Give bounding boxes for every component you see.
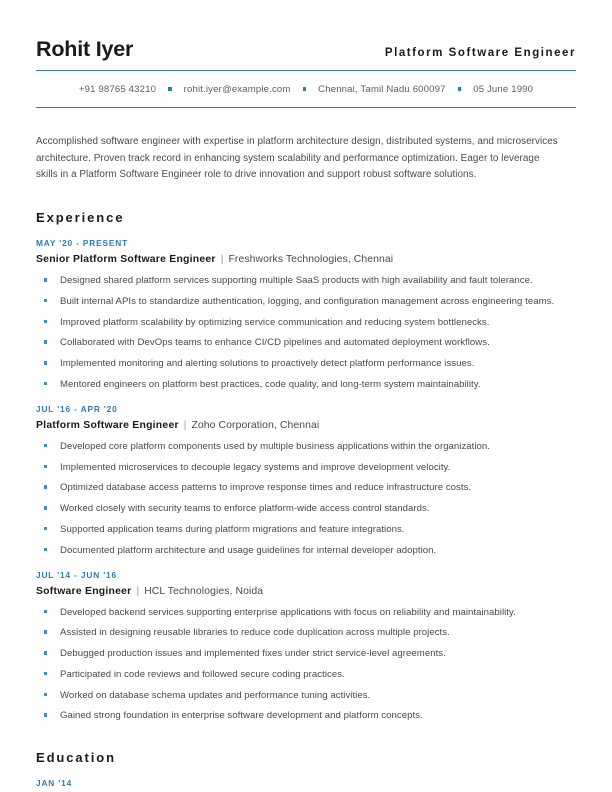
list-item <box>36 625 576 640</box>
list-item <box>36 480 576 495</box>
entry-role: Software Engineer <box>36 585 132 597</box>
bullet-dot-icon <box>44 465 47 468</box>
list-item-text: Developed core platform components used by multiple business applications within the organization. <box>60 441 491 453</box>
bullet-dot-icon <box>44 485 47 488</box>
list-item <box>36 294 576 309</box>
list-item <box>36 667 576 682</box>
bullet-dot-icon <box>44 672 47 675</box>
list-item-text: Assisted in designing reusable libraries to reduce code duplication across multiple projects. <box>60 627 450 639</box>
bullet-dot-icon <box>44 278 47 281</box>
section-experience <box>36 210 576 723</box>
entry-date: MAY '20 - PRESENT <box>36 238 129 249</box>
experience-entry <box>36 404 576 558</box>
list-item-text: Worked on database schema updates and performance tuning activities. <box>60 689 371 701</box>
section-heading-education: Education <box>36 750 116 766</box>
professional-summary: Accomplished software engineer with expertise in platform architecture design, distributed systems, and microservices architecture. Proven track record in enhancing system scalability and performance optimization. Eager to leverage skills in a Platform Software Engineer role to drive innovation and support robust software solutions. <box>36 136 558 181</box>
list-item-text: Implemented microservices to decouple legacy systems and improve development velocity. <box>60 461 451 473</box>
bullet-dot-icon <box>44 610 47 613</box>
list-item <box>36 460 576 475</box>
entry-role: Platform Software Engineer <box>36 420 179 432</box>
experience-entry <box>36 570 576 724</box>
list-item <box>36 315 576 330</box>
bullet-dot-icon <box>44 506 47 509</box>
list-item-text: Mentored engineers on platform best practices, code quality, and long-term system maintainability. <box>60 378 481 390</box>
list-item <box>36 335 576 350</box>
list-item-text: Supported application teams during platform migrations and feature integrations. <box>60 523 405 535</box>
list-item <box>36 273 576 288</box>
page-title: Rohit Iyer <box>36 37 134 61</box>
list-item <box>36 688 576 703</box>
entry-separator-icon: | <box>136 585 140 597</box>
header-bottom-rule <box>36 107 576 108</box>
contact-bar <box>36 71 576 107</box>
entry-organization: Zoho Corporation, Chennai <box>191 420 320 432</box>
contact-email[interactable]: rohit.iyer@example.com <box>183 83 291 95</box>
list-item <box>36 501 576 516</box>
list-item <box>36 439 576 454</box>
bullet-dot-icon <box>44 361 47 364</box>
list-item-text: Collaborated with DevOps teams to enhance CI/CD pipelines and automated deployment workflows. <box>60 337 490 349</box>
entry-title-line <box>36 419 576 432</box>
bullet-dot-icon <box>44 693 47 696</box>
entry-separator-icon: | <box>220 254 224 266</box>
list-item <box>36 646 576 661</box>
bullet-dot-icon <box>44 527 47 530</box>
entry-bullet-list <box>36 605 576 724</box>
bullet-dot-icon <box>44 382 47 385</box>
bullet-dot-icon <box>44 651 47 654</box>
list-item <box>36 605 576 620</box>
entry-date: JUL '14 - JUN '16 <box>36 569 117 580</box>
entry-title-line <box>36 585 576 598</box>
list-item-text: Documented platform architecture and usage guidelines for internal developer adoption. <box>60 544 437 556</box>
entry-organization: HCL Technologies, Noida <box>144 585 264 597</box>
education-entry <box>36 778 576 788</box>
entry-bullet-list <box>36 273 576 392</box>
experience-entry <box>36 238 576 392</box>
list-item <box>36 522 576 537</box>
list-item-text: Gained strong foundation in enterprise software development and platform concepts. <box>60 710 423 722</box>
list-item-text: Designed shared platform services supporting multiple SaaS products with high availability and fault tolerance. <box>60 275 533 287</box>
list-item-text: Built internal APIs to standardize authentication, logging, and configuration management across engineering teams. <box>60 296 555 308</box>
list-item-text: Optimized database access patterns to improve response times and reduce infrastructure costs. <box>60 482 472 494</box>
list-item <box>36 356 576 371</box>
list-item-text: Debugged production issues and implemented fixes under strict service-level agreements. <box>60 648 446 660</box>
section-education <box>36 750 576 788</box>
list-item-text: Worked closely with security teams to enforce platform-wide access control standards. <box>60 503 430 515</box>
entry-title-line <box>36 253 576 266</box>
resume-header <box>36 0 576 70</box>
bullet-dot-icon <box>44 320 47 323</box>
section-heading-experience: Experience <box>36 210 125 226</box>
job-headline: Platform Software Engineer <box>384 47 576 59</box>
list-item <box>36 377 576 392</box>
list-item-text: Implemented monitoring and alerting solutions to proactively detect platform performance issues. <box>60 358 475 370</box>
bullet-dot-icon <box>44 713 47 716</box>
bullet-dot-icon <box>44 444 47 447</box>
list-item <box>36 543 576 558</box>
entry-organization: Freshworks Technologies, Chennai <box>228 254 394 266</box>
contact-birthdate: 05 June 1990 <box>473 83 534 95</box>
bullet-dot-icon <box>44 299 47 302</box>
entry-date: JUL '16 - APR '20 <box>36 404 118 415</box>
bullet-dot-icon <box>44 340 47 343</box>
list-item-text: Developed backend services supporting enterprise applications with focus on reliability and maintainability. <box>60 606 516 618</box>
entry-separator-icon: | <box>183 420 187 432</box>
entry-role: Senior Platform Software Engineer <box>36 254 216 266</box>
entry-bullet-list <box>36 439 576 558</box>
entry-date: JAN '14 <box>36 778 73 789</box>
list-item-text: Participated in code reviews and followed secure coding practices. <box>60 668 345 680</box>
bullet-dot-icon <box>44 630 47 633</box>
list-item-text: Improved platform scalability by optimizing service communication and reducing system bottlenecks. <box>60 316 490 328</box>
bullet-dot-icon <box>44 548 47 551</box>
contact-location: Chennai, Tamil Nadu 600097 <box>318 83 446 95</box>
list-item <box>36 708 576 723</box>
contact-phone: +91 98765 43210 <box>78 83 157 95</box>
